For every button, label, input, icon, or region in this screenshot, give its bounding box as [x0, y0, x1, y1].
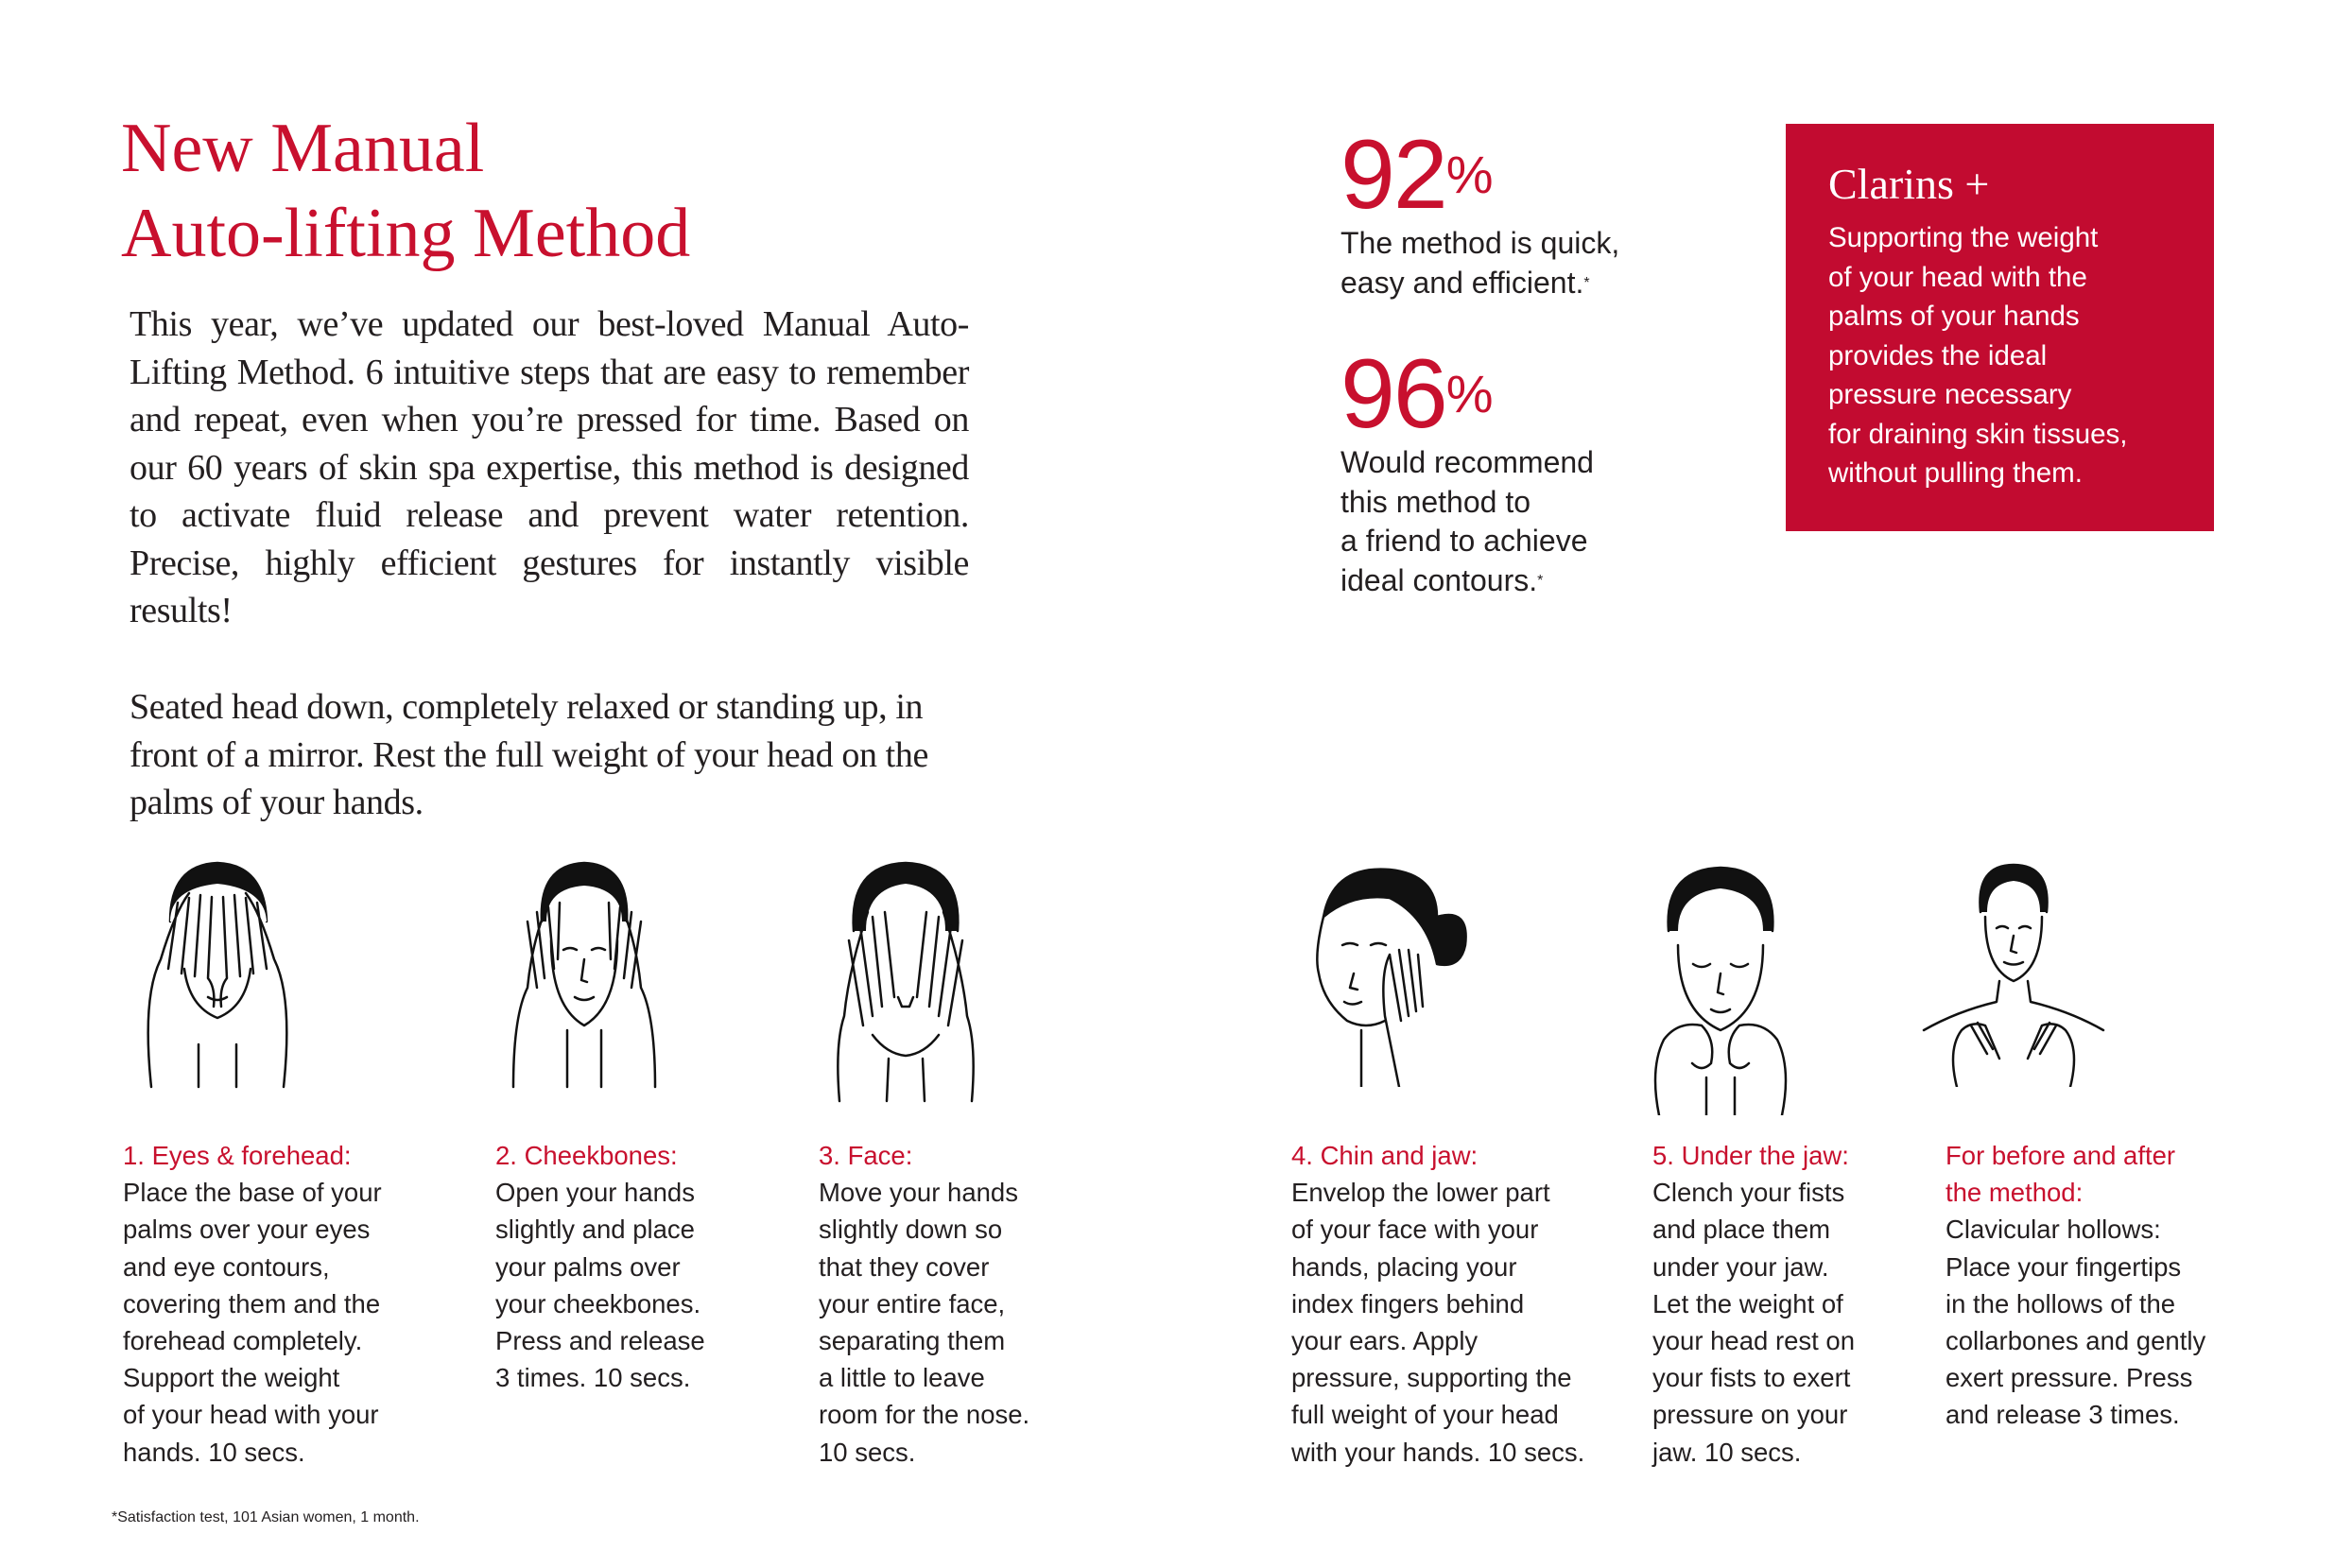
step-text: Clench your fists and place them under your jaw. Let the weight of your head rest on your fists to exert pressure on your jaw. 10 secs.: [1652, 1178, 1856, 1467]
step-heading: 2. Cheekbones:: [495, 1141, 678, 1170]
step-5: [1652, 1137, 1855, 1471]
step-2: [495, 1137, 705, 1396]
step-heading: 5. Under the jaw:: [1652, 1141, 1849, 1170]
page-title: [121, 106, 690, 276]
footnote: *Satisfaction test, 101 Asian women, 1 month.: [112, 1509, 420, 1525]
stat-text: Would recommend this method to a friend to achieve ideal contours.*: [1340, 445, 1594, 597]
step-text: Move your hands slightly down so that they cover your entire face, separating them a little to leave room for the nose. 10 secs.: [819, 1178, 1030, 1467]
illustration-clavicular-hollows: [1919, 860, 2108, 1087]
step-heading: 3. Face:: [819, 1141, 913, 1170]
illustration-cheekbones: [499, 855, 669, 1092]
step-text: Place the base of your palms over your eyes and eye contours, covering them and the forehead completely. Support the weight of your head with your hands. 10 secs.: [123, 1178, 382, 1467]
illustration-under-jaw: [1640, 860, 1801, 1115]
title-line-1: New Manual: [121, 110, 485, 187]
stat-number: 96%: [1340, 339, 1492, 449]
stat-96: [1340, 339, 1594, 600]
step-3: [819, 1137, 1029, 1471]
stat-text: The method is quick, easy and efficient.*: [1340, 226, 1620, 300]
clarins-plus-box: [1786, 124, 2214, 531]
instruction-paragraph: Seated head down, completely relaxed or standing up, in front of a mirror. Rest the full weight of your head on the palms of your hands.: [130, 687, 928, 822]
step-text: Clavicular hollows: Place your fingertips in the hollows of the collarbones and gently exert pressure. Press and release 3 times.: [1946, 1215, 2206, 1430]
step-text: Envelop the lower part of your face with your hands, placing your index fingers behind your ears. Apply pressure, supporting the full weight of your head with your hands. 10 secs.: [1291, 1178, 1585, 1467]
clarins-plus-text: Supporting the weight of your head with the palms of your hands provides the ideal pressure necessary for draining skin tissues, without pulling them.: [1828, 222, 2128, 489]
stat-92: [1340, 120, 1620, 302]
step-before-after: [1946, 1137, 2205, 1434]
stat-number: 92%: [1340, 120, 1492, 230]
title-line-2: Auto-lifting Method: [121, 195, 691, 272]
illustration-face: [821, 855, 991, 1106]
step-heading: 4. Chin and jaw:: [1291, 1141, 1479, 1170]
intro-paragraph: This year, we’ve updated our best-loved Manual Auto-Lifting Method. 6 intuitive steps that are easy to remember and repeat, even when you’re pressed for time. Based on our 60 years of skin spa expertise, this method is designed to activate fluid release and prevent water retention. Precise, highly efficient gestures for instantly visible results!: [130, 304, 969, 630]
illustration-eyes-forehead: [132, 855, 303, 1092]
step-4: [1291, 1137, 1584, 1471]
step-text: Open your hands slightly and place your palms over your cheekbones. Press and release 3 times. 10 secs.: [495, 1178, 705, 1393]
clarins-plus-title: Clarins +: [1828, 160, 1990, 208]
step-heading: For before and after the method:: [1946, 1141, 2176, 1208]
illustration-chin-jaw: [1295, 860, 1475, 1087]
step-1: [123, 1137, 382, 1471]
step-heading: 1. Eyes & forehead:: [123, 1141, 352, 1170]
